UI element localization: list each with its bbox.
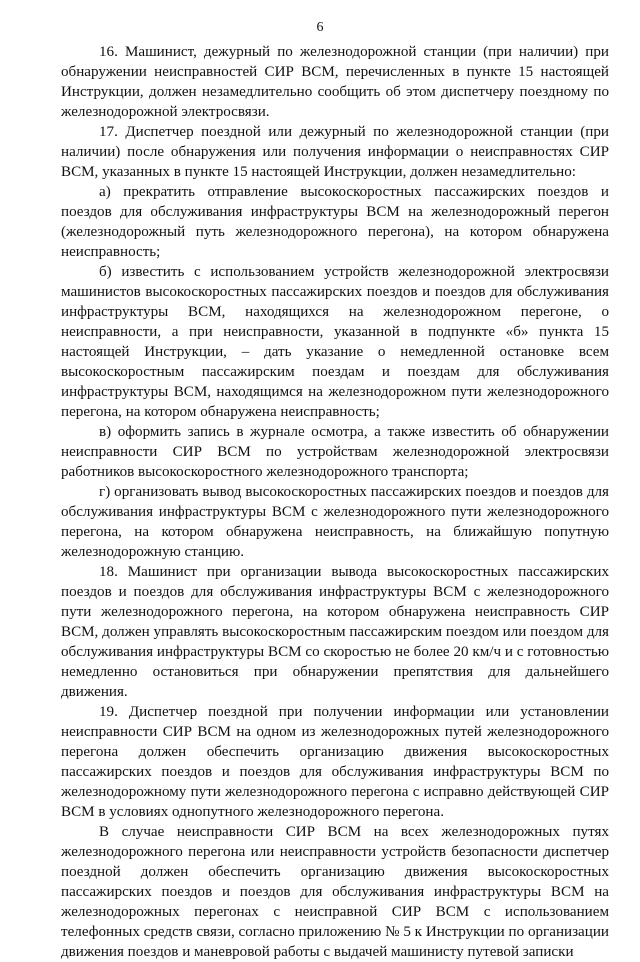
paragraph-17-a: а) прекратить отправление высокоскоростных пассажирских поездов и поездов для обслуживания инфраструктуры ВСМ на железнодорожный перегон (железнодорожный путь железнодорожного перегона), на котором обнаружена неисправность;: [61, 184, 609, 260]
paragraph-17: 17. Диспетчер поездной или дежурный по железнодорожной станции (при наличии) после обнаружения или получения информации о неисправностях СИР ВСМ, указанных в пункте 15 настоящей Инструкции, должен незамедлительно:: [61, 124, 609, 180]
paragraph-17-b: б) известить с использованием устройств железнодорожной электросвязи машинистов высокоскоростных пассажирских поездов и поездов для обслуживания инфраструктуры ВСМ, находящихся на железнодорожном перегоне, о неисправности, а при неисправности, указанной в подпункте «б» пункта 15 настоящей Инструкции, – дать указание о немедленной остановке всем высокоскоростным пассажирским поездам и поездам для обслуживания инфраструктуры ВСМ, находящимся на железнодорожном пути железнодорожного перегона, на котором обнаружена неисправность;: [61, 264, 609, 420]
paragraph-17-v: в) оформить запись в журнале осмотра, а также известить об обнаружении неисправности СИР ВСМ по устройствам железнодорожной электросвязи работников высокоскоростного железнодорожного транспорта;: [61, 424, 609, 480]
paragraph-16: 16. Машинист, дежурный по железнодорожной станции (при наличии) при обнаружении неисправностей СИР ВСМ, перечисленных в пункте 15 настоящей Инструкции, должен незамедлительно сообщить об этом диспетчеру поездному по железнодорожной электросвязи.: [61, 44, 609, 120]
document-body: [61, 42, 609, 962]
page-number: 6: [316, 20, 324, 35]
paragraph-17-g: г) организовать вывод высокоскоростных пассажирских поездов и поездов для обслуживания инфраструктуры ВСМ с железнодорожного пути железнодорожного перегона, на котором обнаружена неисправность, на ближайшую попутную железнодорожную станцию.: [61, 484, 609, 560]
paragraph-19: 19. Диспетчер поездной при получении информации или установлении неисправности СИР ВСМ на одном из железнодорожных путей железнодорожного перегона должен обеспечить организацию движения высокоскоростных пассажирских поездов и поездов для обслуживания инфраструктуры ВСМ по железнодорожному пути железнодорожного перегона с исправно действующей СИР ВСМ в условиях однопутного железнодорожного перегона.: [61, 704, 609, 820]
paragraph-19-continued: В случае неисправности СИР ВСМ на всех железнодорожных путях железнодорожного перегона или неисправности устройств безопасности диспетчер поездной должен обеспечить организацию движения высокоскоростных пассажирских поездов и поездов для обслуживания инфраструктуры ВСМ на железнодорожных перегонах с неисправной СИР ВСМ с использованием телефонных средств связи, согласно приложению № 5 к Инструкции по организации движения поездов и маневровой работы с выдачей машинисту путевой записки: [61, 824, 609, 960]
paragraph-18: 18. Машинист при организации вывода высокоскоростных пассажирских поездов и поездов для обслуживания инфраструктуры ВСМ с железнодорожного пути железнодорожного перегона, на котором обнаружена неисправность СИР ВСМ, должен управлять высокоскоростным пассажирским поездом или поездом для обслуживания инфраструктуры ВСМ со скоростью не более 20 км/ч и с готовностью немедленно остановиться при обнаружении препятствия для дальнейшего движения.: [61, 564, 609, 700]
